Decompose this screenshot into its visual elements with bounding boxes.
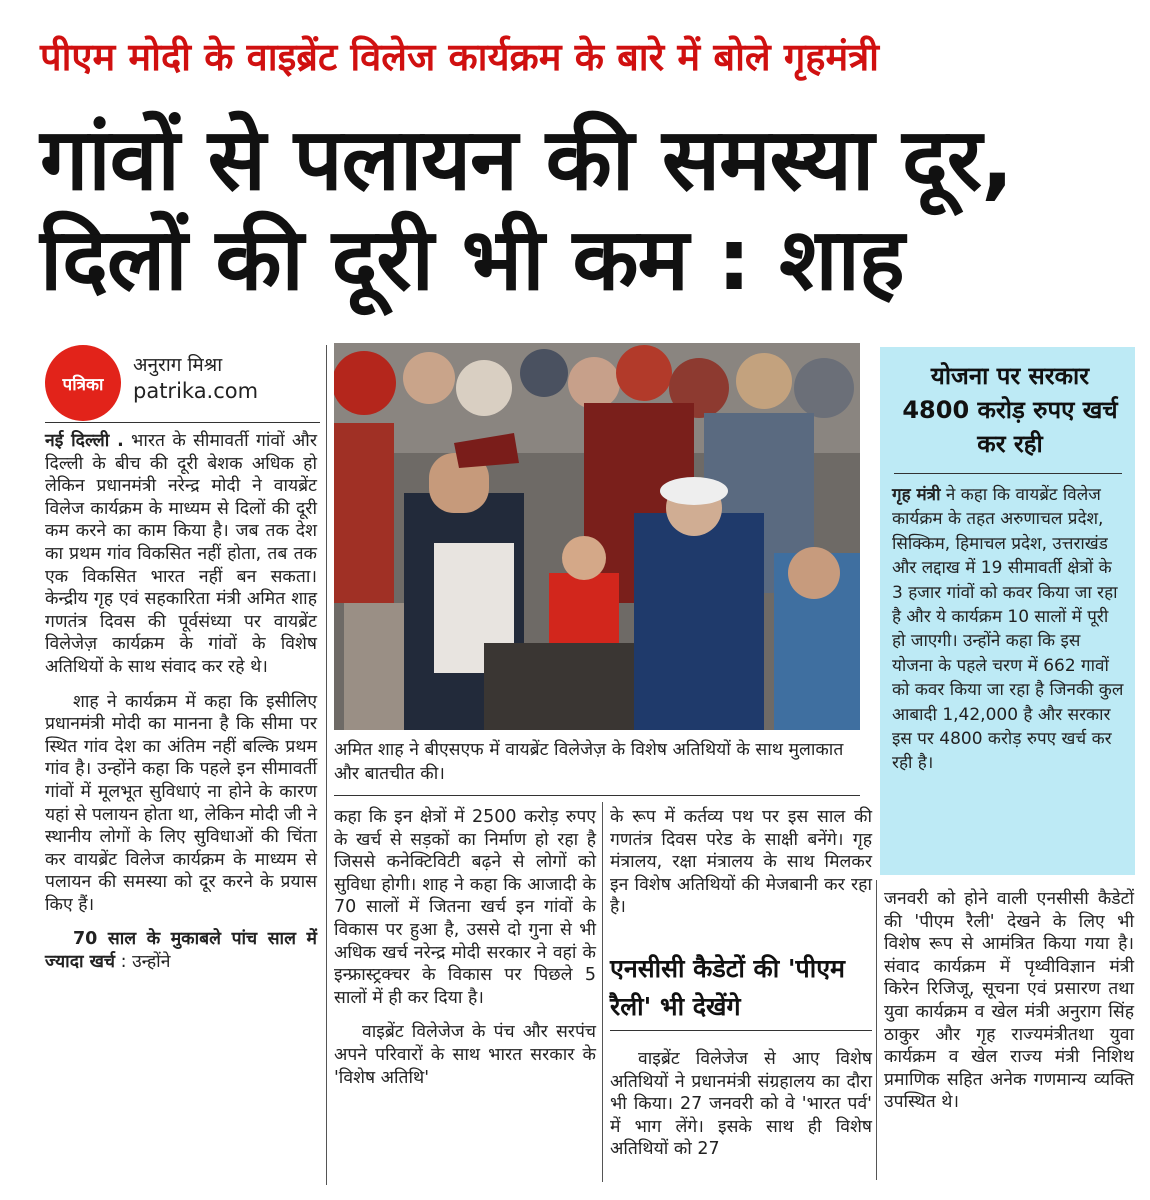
byline-divider — [45, 422, 320, 423]
column-divider — [876, 880, 877, 1180]
dateline: नई दिल्ली . — [45, 431, 124, 451]
sidebar-lead: गृह मंत्री — [892, 485, 941, 505]
article-column-1 — [45, 430, 317, 974]
article-column-3-continued — [610, 1048, 872, 1161]
section-subhead: एनसीसी कैडेटों की 'पीएम रैली' भी देखेंगे — [610, 954, 845, 1021]
article-column-2 — [334, 806, 596, 1089]
paragraph: शाह ने कार्यक्रम में कहा कि इसीलिए प्रधानमंत्री मोदी का मानना है कि सीमा पर स्थित गांव देश का अंतिम नहीं बल्कि प्रथम गांव है। उन्होंने कहा कि पहले इन सीमावर्ती गांवों में मूलभूत सुविधाएं ना होने के कारण यहां से पलायन होता था, लेकिन मोदी जी ने स्थानीय लोगों के लिए सुविधाओं की चिंता कर वायब्रेंट विलेज कार्यक्रम के माध्यम से पलायन की समस्या को दूर करने के प्रयास किए हैं। — [45, 691, 317, 915]
paragraph: 70 साल के मुकाबले पांच साल में ज्यादा खर्च : उन्होंने — [45, 929, 317, 973]
sidebar-box — [880, 347, 1135, 875]
inline-subhead: 70 साल के मुकाबले पांच साल में ज्यादा खर्च — [45, 929, 317, 973]
caption-divider — [334, 795, 860, 796]
sidebar-heading: योजना पर सरकार 4800 करोड़ रुपए खर्च कर रही — [902, 362, 1118, 458]
paragraph: वाइब्रेंट विलेजेज से आए विशेष अतिथियों ने प्रधानमंत्री संग्रहालय का दौरा भी किया। 27 जनवरी को वे 'भारत पर्व' में भाग लेंगे। इसके साथ ही विशेष अतिथियों को 27 — [610, 1049, 872, 1160]
article-column-4 — [884, 888, 1134, 1114]
paragraph: नई दिल्ली . भारत के सीमावर्ती गांवों और दिल्ली के बीच की दूरी बेशक अधिक हो लेकिन प्रधानमंत्री नरेन्द्र मोदी ने वायब्रेंट विलेज कार्यक्रम के माध्यम से दिलों की दूरी कम करने का काम किया है। जब तक देश का प्रथम गांव विकसित नहीं होता, तब तक एक विकसित भारत नहीं बन सकता। केन्द्रीय गृह एवं सहकारिता मंत्री अमित शाह गणतंत्र दिवस की पूर्वसंध्या पर वायब्रेंट विलेजेज़ कार्यक्रम के गांवों के विशेष अतिथियों के साथ संवाद कर रहे थे। — [45, 431, 317, 677]
paragraph: के रूप में कर्तव्य पथ पर इस साल की गणतंत्र दिवस परेड के साक्षी बनेंगे। गृह मंत्रालय, रक्षा मंत्रालय के साथ मिलकर इन विशेष अतिथियों की मेजबानी कर रहा है। — [610, 807, 872, 918]
column-divider — [326, 345, 327, 1185]
kicker-headline: पीएम मोदी के वाइब्रेंट विलेज कार्यक्रम के बारे में बोले गृहमंत्री — [40, 35, 880, 79]
column-divider — [602, 802, 603, 1182]
author-name: अनुराग मिश्रा — [133, 354, 223, 376]
paragraph: जनवरी को होने वाली एनसीसी कैडेटों की 'पीएम रैली' देखने के लिए भी विशेष रूप से आमंत्रित किया गया है। संवाद कार्यक्रम में पृथ्वीविज्ञान मंत्री किरेन रिजिजू, सूचना एवं प्रसारण तथा युवा कार्यक्रम व खेल मंत्री अनुराग सिंह ठाकुर और गृह राज्यमंत्रीतथा युवा कार्यक्रम व खेल राज्य मंत्री निशिथ प्रमाणिक सहित अनेक गणमान्य व्यक्ति उपस्थित थे। — [884, 889, 1134, 1113]
patrika-logo: पत्रिका — [45, 345, 121, 421]
headline-line-2: दिलों की दूरी भी कम : शाह — [40, 210, 904, 310]
article-column-3 — [610, 806, 872, 919]
paragraph: वाइब्रेंट विलेजेज के पंच और सरपंच अपने परिवारों के साथ भारत सरकार के 'विशेष अतिथि' — [334, 1022, 596, 1088]
subhead-divider — [610, 1030, 872, 1031]
site-name: patrika.com — [133, 379, 259, 403]
byline — [45, 345, 325, 415]
sidebar-text: गृह मंत्री ने कहा कि वायब्रेंट विलेज कार्यक्रम के तहत अरुणाचल प्रदेश, सिक्किम, हिमाचल प्रदेश, उत्तराखंड और लद्दाख में 19 सीमावर्ती क्षेत्रों के 3 हजार गांवों को कवर किया जा रहा है और ये कार्यक्रम 10 सालों में पूरी हो जाएगी। उन्होंने कहा कि इस योजना के पहले चरण में 662 गावों को कवर किया जा रहा है जिनकी कुल आबादी 1,42,000 है और सरकार इस पर 4800 करोड़ रुपए खर्च कर रही है। — [892, 485, 1124, 774]
news-photo — [334, 343, 860, 730]
photo-caption: अमित शाह ने बीएसएफ में वायब्रेंट विलेजेज़ के विशेष अतिथियों के साथ मुलाकात और बातचीत की। — [334, 740, 844, 784]
headline-line-1: गांवों से पलायन की समस्या दूर, — [40, 110, 1013, 210]
sidebar-divider — [894, 473, 1122, 474]
main-headline — [40, 110, 1130, 310]
crowd-photo-illustration — [334, 343, 860, 730]
paragraph: कहा कि इन क्षेत्रों में 2500 करोड़ रुपए के खर्च से सड़कों का निर्माण हो रहा है जिससे कनेक्टिविटी बढ़ने से लोगों को सुविधा होगी। शाह ने कहा कि आजादी के 70 सालों में जितना खर्च इन गांवों के विकास पर हुआ है, उससे दो गुना से भी अधिक खर्च नरेन्द्र मोदी सरकार ने वहां के इन्फ्रास्ट्रक्चर के विकास पर पिछले 5 सालों में ही कर दिया है। — [334, 807, 596, 1008]
